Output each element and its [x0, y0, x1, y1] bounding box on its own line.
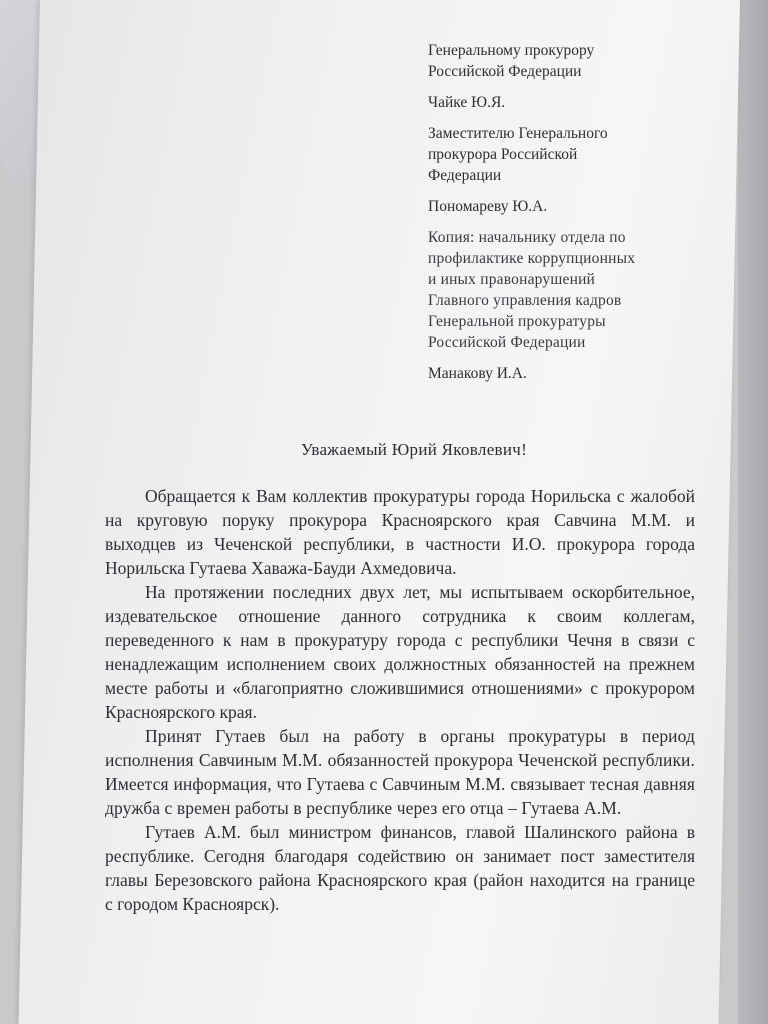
addressee-line: прокурора Российской	[428, 146, 578, 163]
text-line: на круговую поруку прокурора Красноярского края Савчина М.М. и	[105, 510, 695, 530]
text-line: Принят Гутаев был на работу в органы прокуратуры в период	[145, 726, 695, 746]
addressee-copy	[428, 227, 728, 353]
text-line: Обращается к Вам коллектив прокуратуры города Норильска с жалобой	[145, 486, 695, 506]
addressee-block	[428, 40, 728, 394]
addressee-name-2	[428, 196, 728, 217]
addressee-line: Федерации	[428, 167, 502, 184]
salutation-text: Уважаемый Юрий Яковлевич!	[300, 440, 528, 459]
paragraph	[105, 580, 695, 724]
text-line: ненадлежащим исполнением своих должностных обязанностей на прежнем	[105, 654, 695, 674]
text-line: издевательское отношение данного сотрудника к своим коллегам,	[105, 606, 695, 626]
text-line: Красноярского края.	[105, 702, 257, 722]
text-line: Норильска Гутаева Хаважа-Бауди Ахмедовича.	[105, 558, 457, 578]
addressee-line: Генеральному прокурору	[428, 42, 595, 59]
paragraph	[105, 724, 695, 820]
addressee-name-3	[428, 363, 728, 384]
text-line: выходцев из Чеченской республики, в частности И.О. прокурора города	[105, 534, 695, 554]
addressee-line: Копия: начальнику отдела по	[428, 229, 626, 246]
addressee-name: Манакову И.А.	[428, 365, 527, 382]
addressee-line: Российской Федерации	[428, 334, 586, 351]
text-line: главы Березовского района Красноярского края (район находится на границе	[105, 870, 695, 890]
addressee-line: и иных правонарушений	[428, 271, 596, 288]
paragraph	[105, 484, 695, 580]
addressee-name: Пономареву Ю.А.	[428, 198, 548, 215]
addressee-name: Чайке Ю.Я.	[428, 94, 506, 111]
text-line: исполнения Савчиным М.М. обязанностей прокурора Чеченской республики.	[105, 750, 695, 770]
addressee-name-1	[428, 92, 728, 113]
text-line: Гутаев А.М. был министром финансов, главой Шалинского района в	[145, 822, 695, 842]
addressee-line: Главного управления кадров	[428, 292, 622, 309]
text-line: дружба с времен работы в республике через его отца – Гутаева А.М.	[105, 798, 622, 818]
addressee-line: Заместителю Генерального	[428, 125, 608, 142]
addressee-line: Генеральной прокуратуры	[428, 313, 606, 330]
salutation	[0, 440, 768, 460]
text-line: Имеется информация, что Гутаева с Савчиным М.М. связывает тесная давняя	[105, 774, 695, 794]
addressee-deputy	[428, 123, 728, 186]
addressee-general-prosecutor	[428, 40, 728, 82]
text-line: переведенного к нам в прокуратуру города с республики Чечня в связи с	[105, 630, 695, 650]
text-line: На протяжении последних двух лет, мы испытываем оскорбительное,	[145, 582, 695, 602]
text-line: с городом Красноярск).	[105, 894, 280, 914]
addressee-line: Российской Федерации	[428, 63, 582, 80]
text-line: республике. Сегодня благодаря содействию он занимает пост заместителя	[105, 846, 695, 866]
text-line: месте работы и «благоприятно сложившимися отношениями» с прокурором	[105, 678, 695, 698]
letter-body	[105, 484, 695, 916]
paragraph	[105, 820, 695, 916]
addressee-line: профилактике коррупционных	[428, 250, 636, 267]
